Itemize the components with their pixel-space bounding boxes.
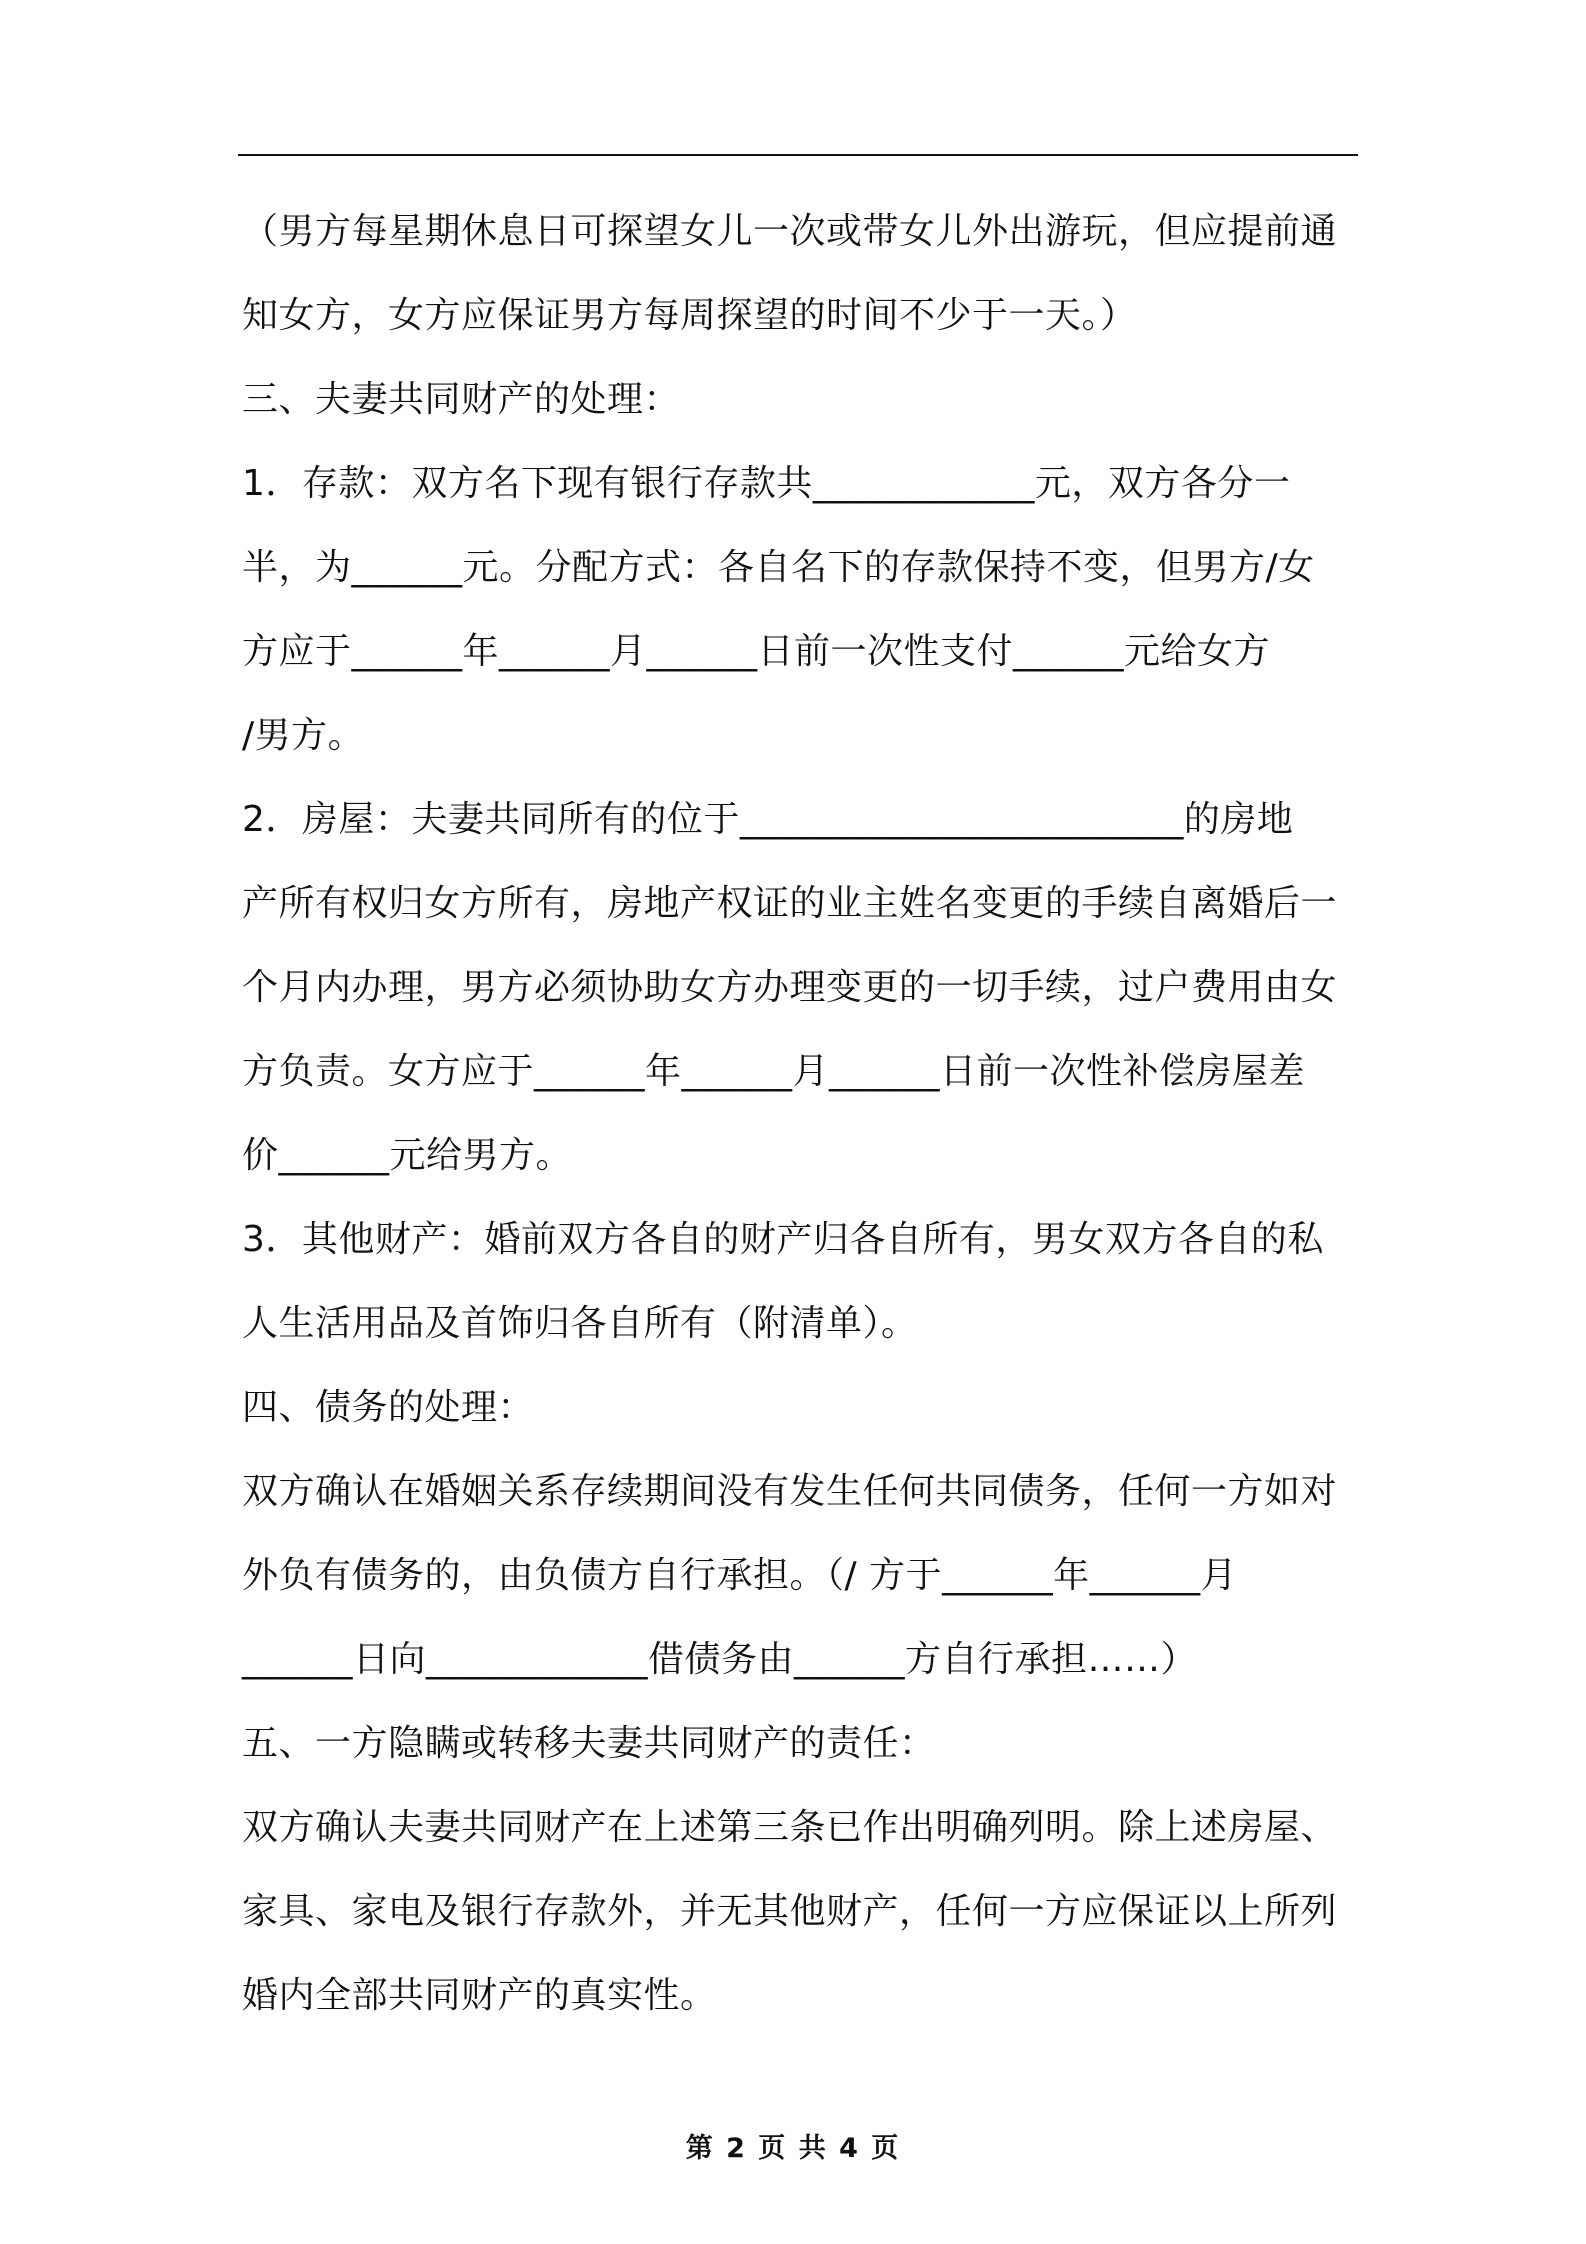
text-line: 双方确认在婚姻关系存续期间没有发生任何共同债务，任何一方如对 (242, 1471, 1338, 1512)
section-heading: 五、一方隐瞒或转移夫妻共同财产的责任： (242, 1723, 936, 1764)
text-line: 婚内全部共同财产的真实性。 (242, 1975, 717, 2016)
page-number: 第 2 页 共 4 页 (685, 2133, 901, 2164)
section-heading: 三、夫妻共同财产的处理： (242, 379, 681, 420)
text-line: 1．存款：双方名下现有银行存款共____________元，双方各分一 (242, 463, 1291, 504)
document-body (242, 190, 1354, 2038)
text-line: 方应于______年______月______日前一次性支付______元给女方 (242, 631, 1271, 672)
text-line: ______日向____________借债务由______方自行承担……） (242, 1639, 1198, 1680)
text-line: 2．房屋：夫妻共同所有的位于________________________的房地 (242, 799, 1294, 840)
text-line: /男方。 (242, 715, 365, 756)
text-line: 家具、家电及银行存款外，并无其他财产，任何一方应保证以上所列 (242, 1891, 1338, 1932)
text-line: 人生活用品及首饰归各自所有（附清单）。 (242, 1303, 918, 1344)
text-line: 方负责。女方应于______年______月______日前一次性补偿房屋差 (242, 1051, 1306, 1092)
text-line: 知女方，女方应保证男方每周探望的时间不少于一天。） (242, 295, 1137, 336)
text-line: （男方每星期休息日可探望女儿一次或带女儿外出游玩，但应提前通 (242, 211, 1338, 252)
text-line: 价______元给男方。 (242, 1135, 573, 1176)
section-heading: 四、债务的处理： (242, 1387, 535, 1428)
text-line: 半，为______元。分配方式：各自名下的存款保持不变，但男方/女 (242, 547, 1315, 588)
text-line: 产所有权归女方所有，房地产权证的业主姓名变更的手续自离婚后一 (242, 883, 1338, 924)
text-line: 3．其他财产：婚前双方各自的财产归各自所有，男女双方各自的私 (242, 1219, 1324, 1260)
text-line: 双方确认夫妻共同财产在上述第三条已作出明确列明。除上述房屋、 (242, 1807, 1338, 1848)
header-rule (238, 154, 1358, 156)
text-line: 外负有债务的，由负债方自行承担。（/ 方于______年______月 (242, 1555, 1238, 1596)
text-line: 个月内办理，男方必须协助女方办理变更的一切手续，过户费用由女 (242, 967, 1338, 1008)
